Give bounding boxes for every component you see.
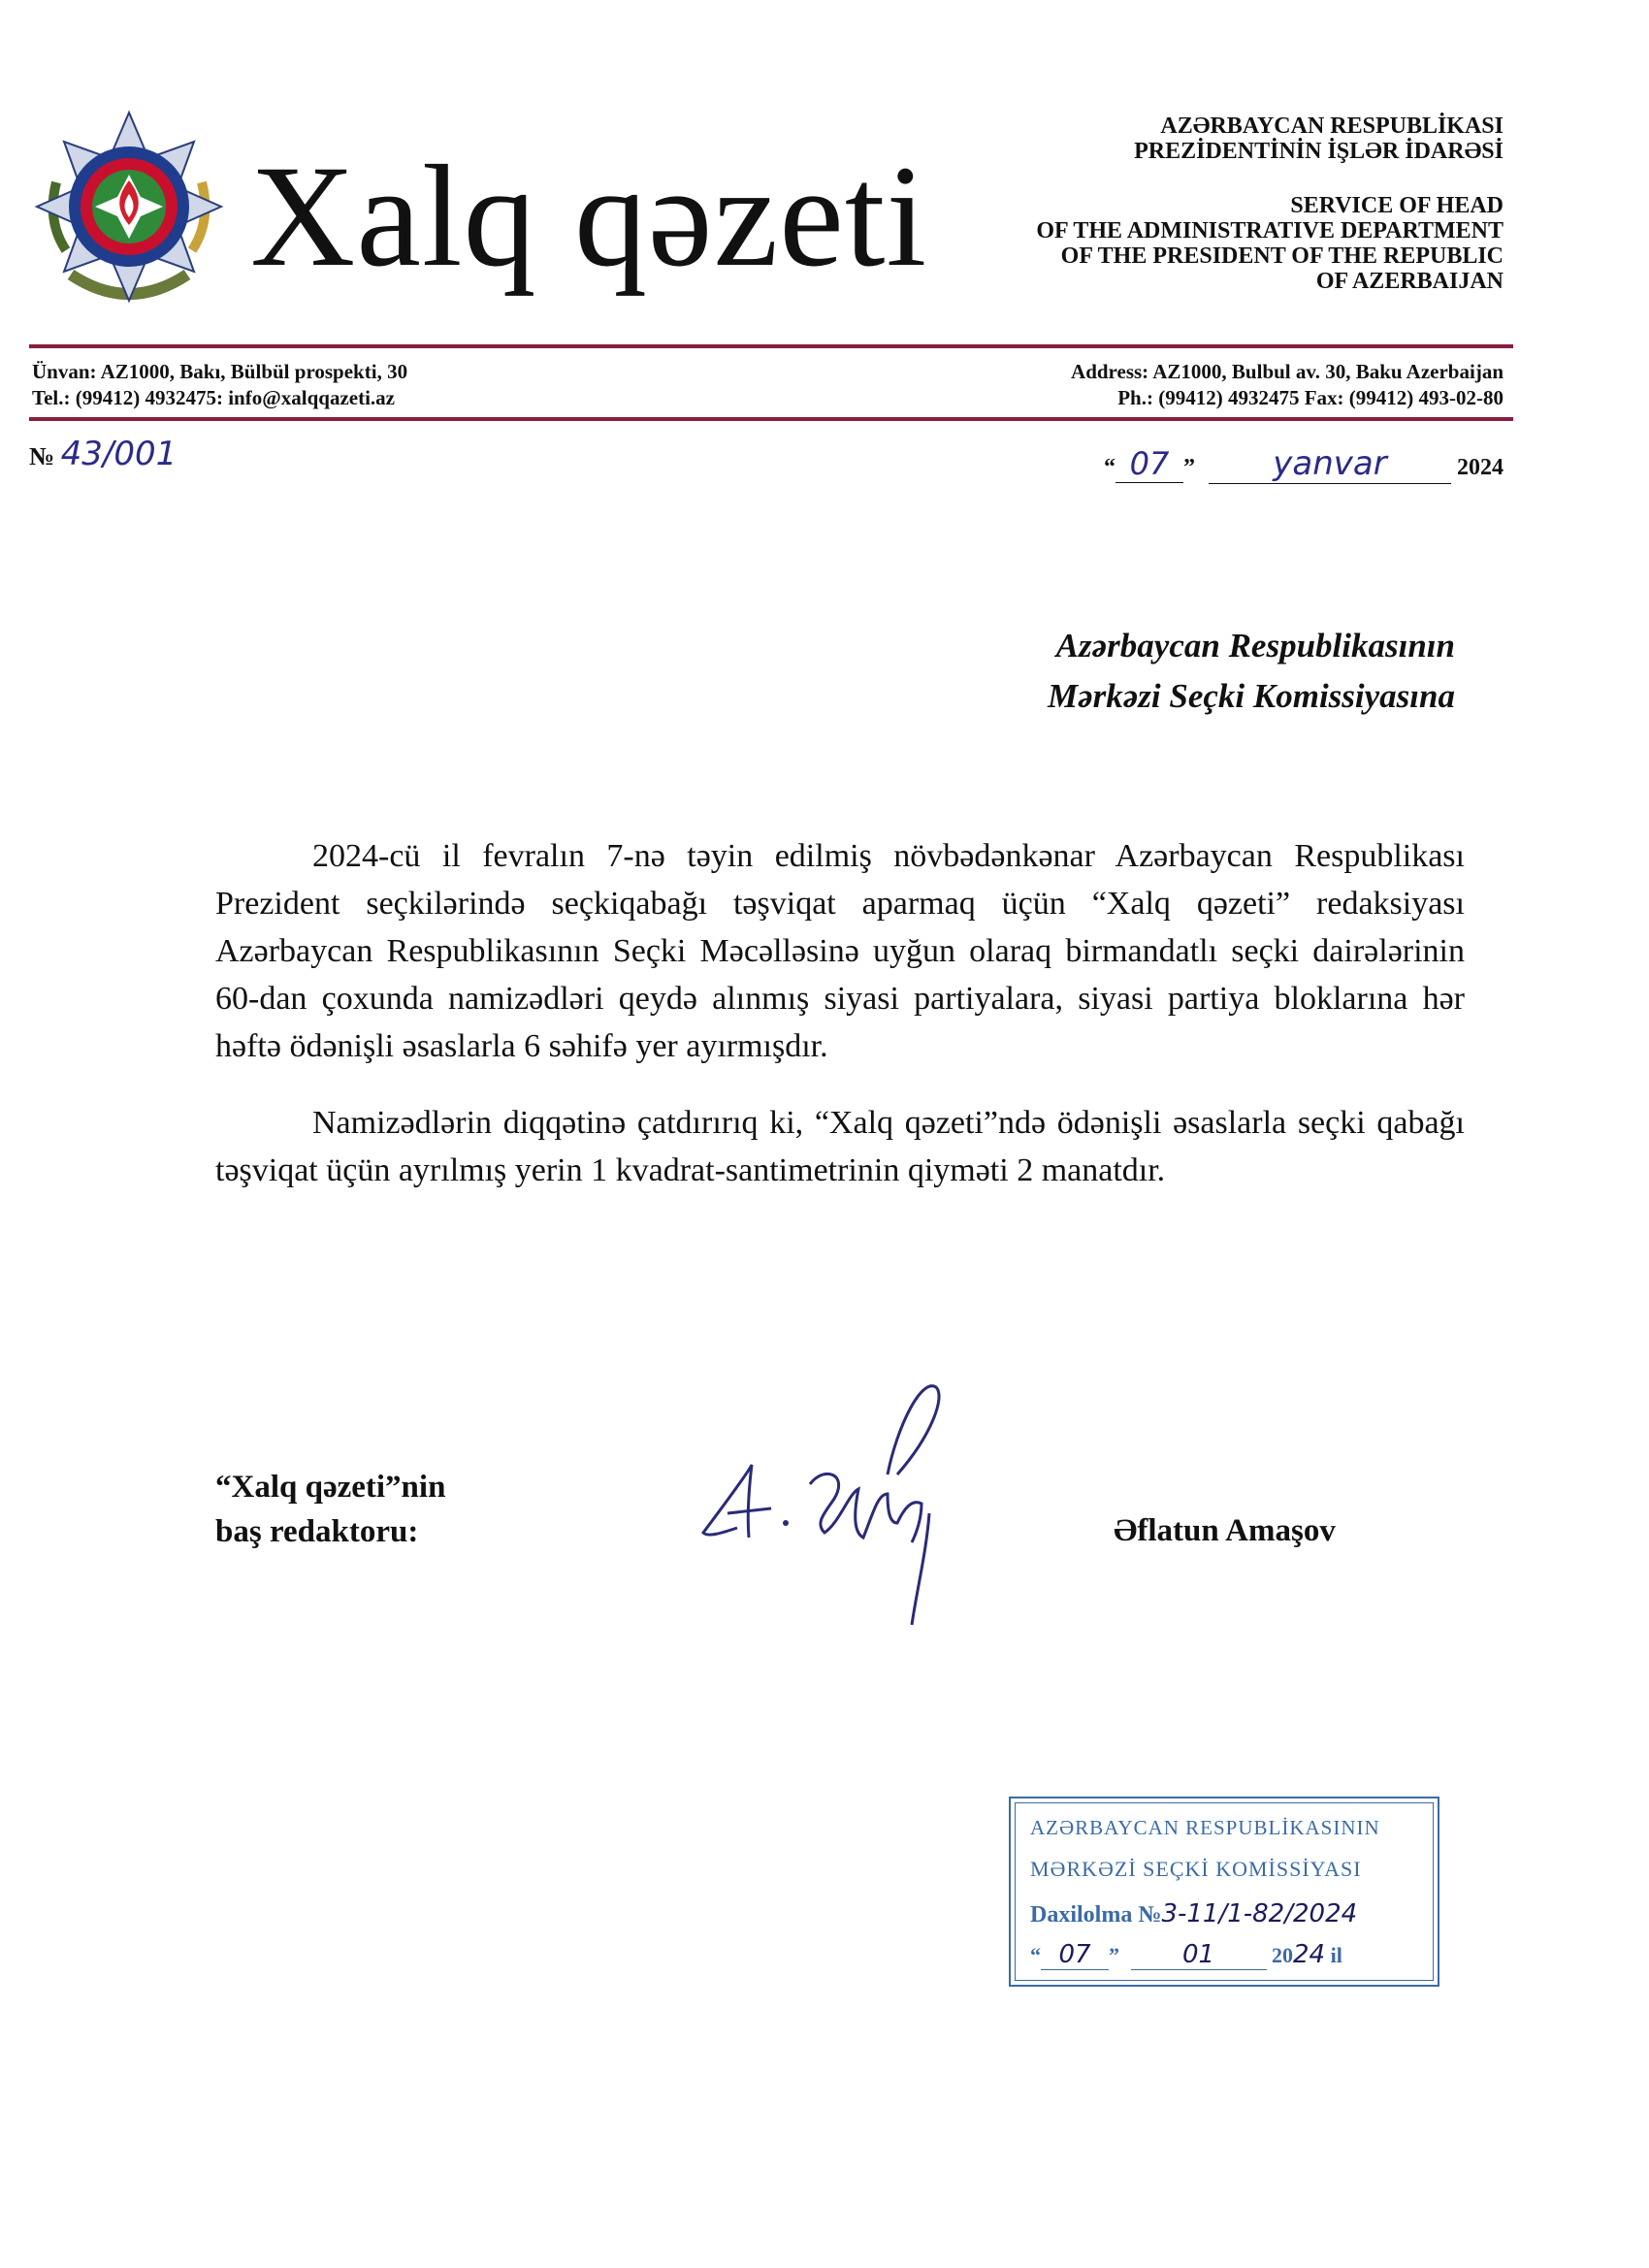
date-day: 07	[1116, 445, 1183, 483]
org-en-line2: OF THE ADMINISTRATIVE DEPARTMENT	[1036, 218, 1504, 243]
signatory-name: Əflatun Amaşov	[1114, 1513, 1336, 1548]
handwritten-signature-icon	[679, 1368, 1009, 1639]
date-year: 2024	[1457, 455, 1504, 480]
number-label: №	[29, 442, 55, 470]
stamp-line2: MƏRKƏZİ SEÇKİ KOMİSSİYASI	[1030, 1857, 1362, 1881]
stamp-date-year-prefix: 20	[1272, 1943, 1293, 1967]
letter-body	[215, 832, 1465, 1223]
stamp-date-day: 07	[1041, 1940, 1109, 1970]
stamp-date-suffix: il	[1330, 1943, 1342, 1967]
stamp-reg-value: 3-11/1-82/2024	[1161, 1899, 1358, 1928]
phone-en: Ph.: (99412) 4932475 Fax: (99412) 493-02-80	[1117, 386, 1504, 409]
stamp-date-open-quote: “	[1030, 1943, 1041, 1967]
reference-number	[29, 435, 177, 473]
body-paragraph-2: Namizədlərin diqqətinə çatdırırıq ki, “Xalq qəzeti”ndə ödənişli əsaslarla seçki qabağı təşviqat üçün ayrılmış yerin 1 kvadrat-santimetrinin qiyməti 2 manatdır.	[215, 1105, 1465, 1188]
recipient-block	[1048, 621, 1455, 722]
contact-az	[32, 359, 407, 411]
recipient-line2: Mərkəzi Seçki Komissiyasına	[1047, 677, 1455, 715]
date-close-quote: ”	[1183, 455, 1195, 480]
org-en-line3: OF THE PRESIDENT OF THE REPUBLIC	[1060, 243, 1504, 269]
tel-az: Tel.: (99412) 4932475: info@xalqqazeti.az	[32, 386, 395, 409]
date-open-quote: “	[1104, 455, 1116, 480]
stamp-registration	[1030, 1899, 1357, 1928]
state-emblem-icon	[27, 105, 231, 318]
stamp-reg-label: Daxilolma №	[1030, 1902, 1162, 1928]
recipient-line1: Azərbaycan Respublikasının	[1055, 627, 1455, 664]
registration-stamp	[1009, 1797, 1439, 1987]
address-az: Ünvan: AZ1000, Bakı, Bülbül prospekti, 30	[32, 360, 408, 383]
date-month: yanvar	[1209, 444, 1451, 484]
org-az-line2: PREZİDENTİNİN İŞLƏR İDARƏSİ	[1134, 139, 1504, 164]
stamp-date-close-quote: ”	[1109, 1943, 1119, 1967]
document-date	[1104, 444, 1504, 484]
signatory-title-line1: “Xalq qəzeti”nin	[215, 1470, 446, 1505]
stamp-date-month: 01	[1131, 1940, 1267, 1970]
stamp-date-year-suffix: 24	[1293, 1940, 1326, 1969]
organization-block	[1036, 113, 1504, 294]
address-en: Address: AZ1000, Bulbul av. 30, Baku Azerbaijan	[1071, 360, 1504, 383]
org-az-line1: AZƏRBAYCAN RESPUBLİKASI	[1160, 113, 1504, 139]
header-divider-top	[29, 344, 1513, 348]
org-en-line1: SERVICE OF HEAD	[1290, 193, 1504, 218]
number-value: 43/001	[60, 435, 178, 473]
org-en-line4: OF AZERBAIJAN	[1315, 269, 1504, 294]
newspaper-masthead: Xalq qəzeti	[250, 136, 928, 297]
stamp-line1: AZƏRBAYCAN RESPUBLİKASININ	[1030, 1816, 1380, 1839]
signatory-title	[215, 1465, 445, 1554]
header-divider-bottom	[29, 417, 1513, 421]
signatory-title-line2: baş redaktoru:	[215, 1514, 419, 1549]
contact-en	[1071, 359, 1504, 411]
stamp-date	[1030, 1940, 1342, 1970]
body-paragraph-1: 2024-cü il fevralın 7-nə təyin edilmiş növbədənkənar Azərbaycan Respublikası Prezident seçkilərində seçkiqabağı təşviqat aparmaq üçün “Xalq qəzeti” redaksiyası Azərbaycan Respublikasının Seçki Məcəlləsinə uyğun olaraq birmandatlı seçki dairələrinin 60-dan çoxunda namizədləri qeydə alınmış siyasi partiyalara, siyasi partiya bloklarına hər həftə ödənişli əsaslarla 6 səhifə yer ayırmışdır.	[215, 838, 1465, 1064]
